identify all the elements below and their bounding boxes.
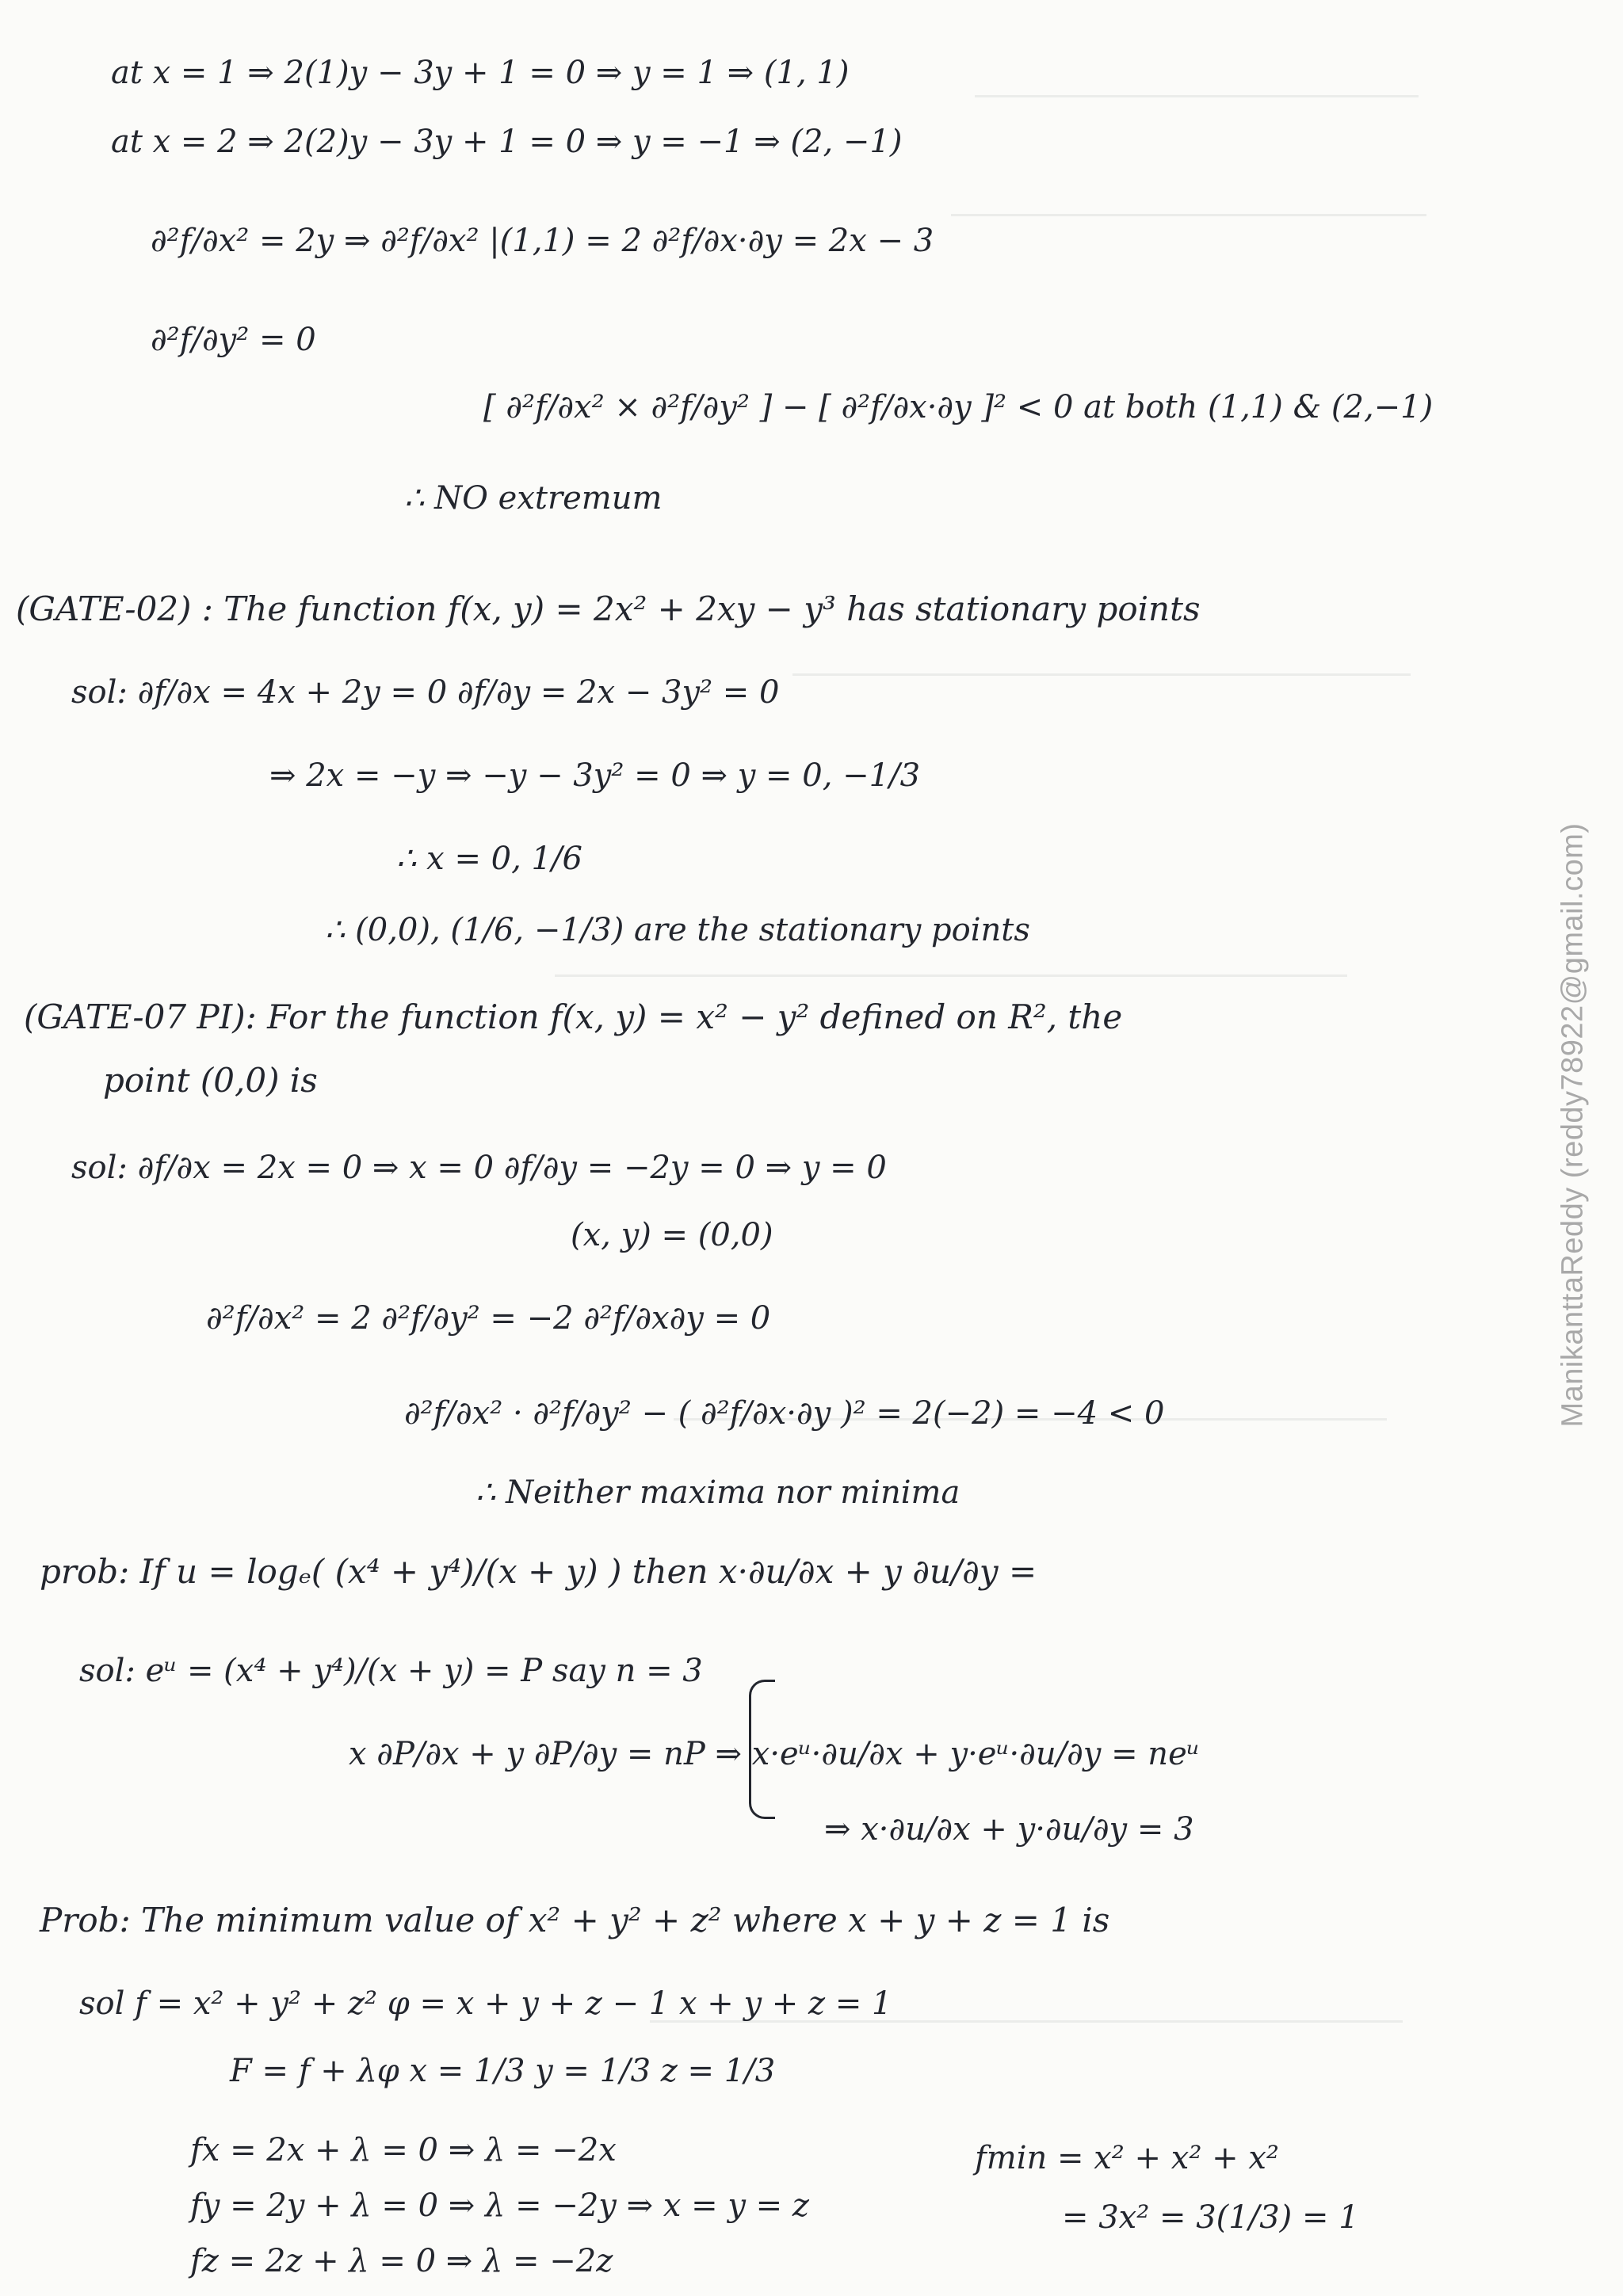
prob-minimum-fz: fz = 2z + λ = 0 ⇒ λ = −2z (190, 2243, 613, 2279)
gate-07-second-derivatives: ∂²f/∂x² = 2 ∂²f/∂y² = −2 ∂²f/∂x∂y = 0 (206, 1300, 771, 1337)
watermark: ManikanttaReddy (reddy78922@gmail.com) (1556, 822, 1590, 1428)
line-hessian-test: [ ∂²f/∂x² × ∂²f/∂y² ] − [ ∂²f/∂x·∂y ]² < 0 at both (1,1) & (2,−1) (483, 389, 1434, 425)
prob-minimum-fmin: fmin = x² + x² + x² (975, 2140, 1279, 2176)
gate-02-x-values: ∴ x = 0, 1/6 (396, 841, 582, 877)
gate-07-question: (GATE-07 PI): For the function f(x, y) = x² − y² defined on R², the (24, 997, 1123, 1036)
line-at-x-2: at x = 2 ⇒ 2(2)y − 3y + 1 = 0 ⇒ y = −1 ⇒ (2, −1) (111, 124, 903, 160)
prob-minimum-question: Prob: The minimum value of x² + y² + z² where x + y + z = 1 is (40, 1901, 1110, 1939)
line-at-x-1: at x = 1 ⇒ 2(1)y − 3y + 1 = 0 ⇒ y = 1 ⇒ (1, 1) (111, 55, 850, 91)
gate-02-solve: ⇒ 2x = −y ⇒ −y − 3y² = 0 ⇒ y = 0, −1/3 (269, 757, 921, 794)
prob-minimum-lagrangian: F = f + λφ x = 1/3 y = 1/3 z = 1/3 (230, 2053, 776, 2089)
line-no-extremum: ∴ NO extremum (404, 480, 663, 517)
prob-minimum-result: = 3x² = 3(1/3) = 1 (1062, 2199, 1359, 2236)
prob-minimum-fy: fy = 2y + λ = 0 ⇒ λ = −2y ⇒ x = y = z (190, 2187, 809, 2224)
gate-02-question: (GATE-02) : The function f(x, y) = 2x² + 2xy − y³ has stationary points (16, 589, 1201, 628)
gate-07-partials: sol: ∂f/∂x = 2x = 0 ⇒ x = 0 ∂f/∂y = −2y = 0 ⇒ y = 0 (71, 1150, 887, 1186)
gate-02-stationary-points: ∴ (0,0), (1/6, −1/3) are the stationary points (325, 912, 1030, 948)
gate-02-partials: sol: ∂f/∂x = 4x + 2y = 0 ∂f/∂y = 2x − 3y² = 0 (71, 674, 780, 711)
gate-07-conclusion: ∴ Neither maxima nor minima (475, 1474, 960, 1511)
prob-euler-question: prob: If u = logₑ( (x⁴ + y⁴)/(x + y) ) then x·∂u/∂x + y ∂u/∂y = (40, 1552, 1037, 1591)
line-second-derivatives: ∂²f/∂x² = 2y ⇒ ∂²f/∂x² |(1,1) = 2 ∂²f/∂x·∂y = 2x − 3 (151, 223, 934, 259)
line-fyy: ∂²f/∂y² = 0 (151, 322, 316, 358)
prob-minimum-setup: sol f = x² + y² + z² φ = x + y + z − 1 x + y + z = 1 (79, 1985, 892, 2022)
prob-euler-theorem: x ∂P/∂x + y ∂P/∂y = nP ⇒ x·eᵘ·∂u/∂x + y·eᵘ·∂u/∂y = neᵘ (349, 1736, 1200, 1772)
gate-07-question-cont: point (0,0) is (103, 1061, 318, 1100)
prob-minimum-fx: fx = 2x + λ = 0 ⇒ λ = −2x (190, 2132, 617, 2168)
gate-07-hessian: ∂²f/∂x² · ∂²f/∂y² − ( ∂²f/∂x·∂y )² = 2(−2) = −4 < 0 (404, 1395, 1165, 1432)
prob-euler-sol: sol: eᵘ = (x⁴ + y⁴)/(x + y) = P say n = 3 (79, 1653, 703, 1689)
gate-07-point: (x, y) = (0,0) (571, 1217, 773, 1253)
prob-euler-answer: ⇒ x·∂u/∂x + y·∂u/∂y = 3 (824, 1811, 1194, 1848)
